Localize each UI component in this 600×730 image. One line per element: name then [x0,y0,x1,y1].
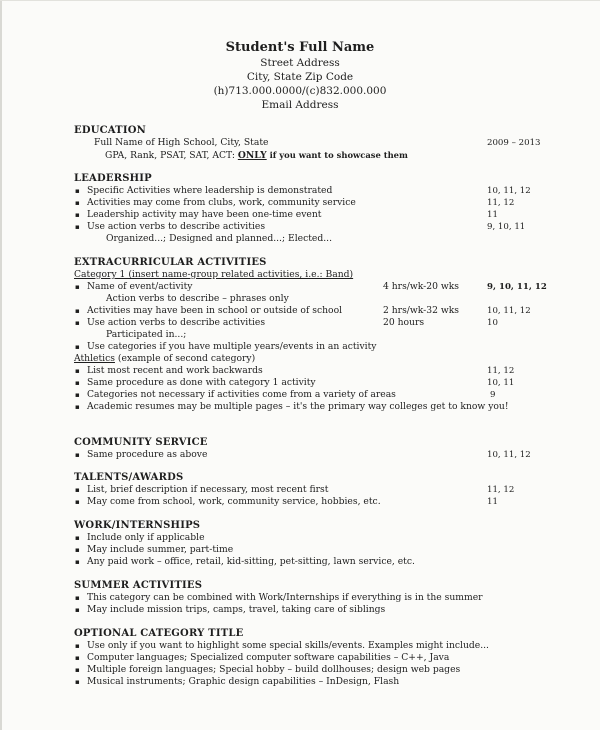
item-text: List most recent and work backwards [87,365,263,376]
street-address: Street Address [260,57,340,69]
list-item-sub [74,293,554,305]
bullet-icon: ▪ [75,319,80,327]
bullet-icon: ▪ [75,451,80,459]
optional-category-section [74,627,554,688]
bullet-icon: ▪ [75,666,80,674]
education-section [74,124,554,161]
grade-levels: 11, 12 [487,366,515,376]
bullet-icon: ▪ [75,403,80,411]
bullet-icon: ▪ [75,391,80,399]
bullet-icon: ▪ [75,343,80,351]
item-text: Same procedure as above [87,449,208,460]
sub-text: Organized...; Designed and planned...; Elected... [106,233,332,244]
bullet-icon: ▪ [75,199,80,207]
grade-levels: 11 [487,497,498,507]
item-text: Academic resumes may be multiple pages – it's the primary way colleges get to know you! [87,401,509,412]
category-1-label: Category 1 (insert name-group related activities, i.e.: Band) [74,269,354,280]
item-text: Multiple foreign languages; Special hobby – build dollhouses; design web pages [87,664,461,675]
category-heading [74,353,554,365]
bullet-icon: ▪ [75,546,80,554]
city-state-zip: City, State Zip Code [246,71,354,83]
bullet-icon: ▪ [75,379,80,387]
item-text: May include mission trips, camps, travel, taking care of siblings [87,604,386,615]
grade-levels: 9, 10, 11 [487,222,526,232]
grade-levels: 11, 12 [487,198,515,208]
list-item [74,604,554,616]
item-text: Any paid work – office, retail, kid-sitting, pet-sitting, lawn service, etc. [87,556,415,567]
education-school-row [74,137,554,149]
item-text: Activities may have been in school or outside of school [87,305,343,316]
list-item [74,281,554,293]
scores-suffix: if you want to showcase them [266,150,408,160]
list-item [74,496,554,508]
list-item [74,221,554,233]
grade-levels: 10, 11, 12 [487,450,531,460]
bullet-icon: ▪ [75,606,80,614]
bullet-icon: ▪ [75,678,80,686]
sub-text: Participated in...; [106,329,187,340]
item-text: Activities may come from clubs, work, community service [87,197,356,208]
list-item [74,592,554,604]
grade-levels: 10 [487,318,498,328]
work-internships-title: WORK/INTERNSHIPS [74,520,201,531]
athletics-label: Athletics [74,353,115,364]
item-text: Name of event/activity [87,281,193,292]
talents-awards-title: TALENTS/AWARDS [74,472,184,483]
list-item-sub [74,329,554,341]
student-name: Student's Full Name [225,40,375,55]
hours: 4 hrs/wk-20 wks [383,281,460,292]
bullet-icon: ▪ [75,534,80,542]
list-item [74,377,554,389]
grade-levels: 11 [487,210,498,220]
list-item [74,484,554,496]
education-scores-row [74,149,554,161]
leadership-section [74,172,554,245]
bullet-icon: ▪ [75,367,80,375]
list-item [74,532,554,544]
grade-levels: 10, 11, 12 [487,306,531,316]
summer-activities-title: SUMMER ACTIVITIES [74,580,203,591]
bullet-icon: ▪ [75,642,80,650]
item-text: Include only if applicable [87,532,205,543]
phone-numbers: (h)713.000.0000/(c)832.000.000 [213,85,387,97]
grade-levels: 10, 11 [487,378,515,388]
list-item [74,556,554,568]
grade-levels: 10, 11, 12 [487,186,531,196]
list-item [74,449,554,461]
list-item [74,640,554,652]
school-name: Full Name of High School, City, State [94,137,269,148]
bullet-icon: ▪ [75,558,80,566]
item-text: Categories not necessary if activities come from a variety of areas [87,389,396,400]
list-item [74,365,554,377]
extracurricular-section [74,256,554,413]
school-years: 2009 – 2013 [487,138,541,148]
only-emphasis: ONLY [237,150,267,161]
item-text: Leadership activity may have been one-time event [87,209,322,220]
bullet-icon: ▪ [75,594,80,602]
item-text: Use action verbs to describe activities [87,317,266,328]
item-text: Computer languages; Specialized computer software capabilities – C++, Java [87,652,450,663]
athletics-suffix: (example of second category) [114,353,256,364]
community-service-title: COMMUNITY SERVICE [74,437,208,448]
item-text: This category can be combined with Work/Internships if everything is in the summer [87,592,483,603]
list-item [74,652,554,664]
bullet-icon: ▪ [75,654,80,662]
list-item [74,389,554,401]
talents-awards-section [74,471,554,508]
grade-levels: 11, 12 [487,485,515,495]
page-edge-top [0,0,600,1]
education-title: EDUCATION [74,125,146,136]
summer-activities-section [74,579,554,616]
grade-levels: 9, 10, 11, 12 [487,282,547,292]
item-text: May come from school, work, community service, hobbies, etc. [87,496,381,507]
grade-levels: 9 [490,390,496,400]
item-text: Use only if you want to highlight some special skills/events. Examples might include... [87,640,489,651]
list-item [74,209,554,221]
list-item [74,401,554,413]
community-service-section [74,436,554,461]
item-text: Specific Activities where leadership is demonstrated [87,185,333,196]
list-item-sub [74,233,554,245]
resume-header [0,40,600,112]
leadership-title: LEADERSHIP [74,173,152,184]
bullet-icon: ▪ [75,187,80,195]
item-text: Musical instruments; Graphic design capabilities – InDesign, Flash [87,676,400,687]
list-item [74,317,554,329]
list-item [74,664,554,676]
work-internships-section [74,519,554,568]
item-text: Use action verbs to describe activities [87,221,266,232]
item-text: List, brief description if necessary, most recent first [87,484,329,495]
optional-category-title: OPTIONAL CATEGORY TITLE [74,628,244,639]
list-item [74,544,554,556]
item-text: May include summer, part-time [87,544,234,555]
email-address: Email Address [261,99,339,111]
item-text: Use categories if you have multiple years/events in an activity [87,341,377,352]
hours: 2 hrs/wk-32 wks [383,305,460,316]
category-heading [74,269,554,281]
list-item [74,197,554,209]
bullet-icon: ▪ [75,486,80,494]
scores-prefix: GPA, Rank, PSAT, SAT, ACT: [105,150,238,161]
hours: 20 hours [383,317,425,328]
list-item [74,676,554,688]
item-text: Same procedure as done with category 1 activity [87,377,316,388]
bullet-icon: ▪ [75,307,80,315]
bullet-icon: ▪ [75,283,80,291]
scores-line [105,149,408,162]
bullet-icon: ▪ [75,498,80,506]
sub-text: Action verbs to describe – phrases only [106,293,289,304]
list-item [74,305,554,317]
extracurricular-title: EXTRACURRICULAR ACTIVITIES [74,257,267,268]
list-item [74,341,554,353]
list-item [74,185,554,197]
bullet-icon: ▪ [75,211,80,219]
bullet-icon: ▪ [75,223,80,231]
